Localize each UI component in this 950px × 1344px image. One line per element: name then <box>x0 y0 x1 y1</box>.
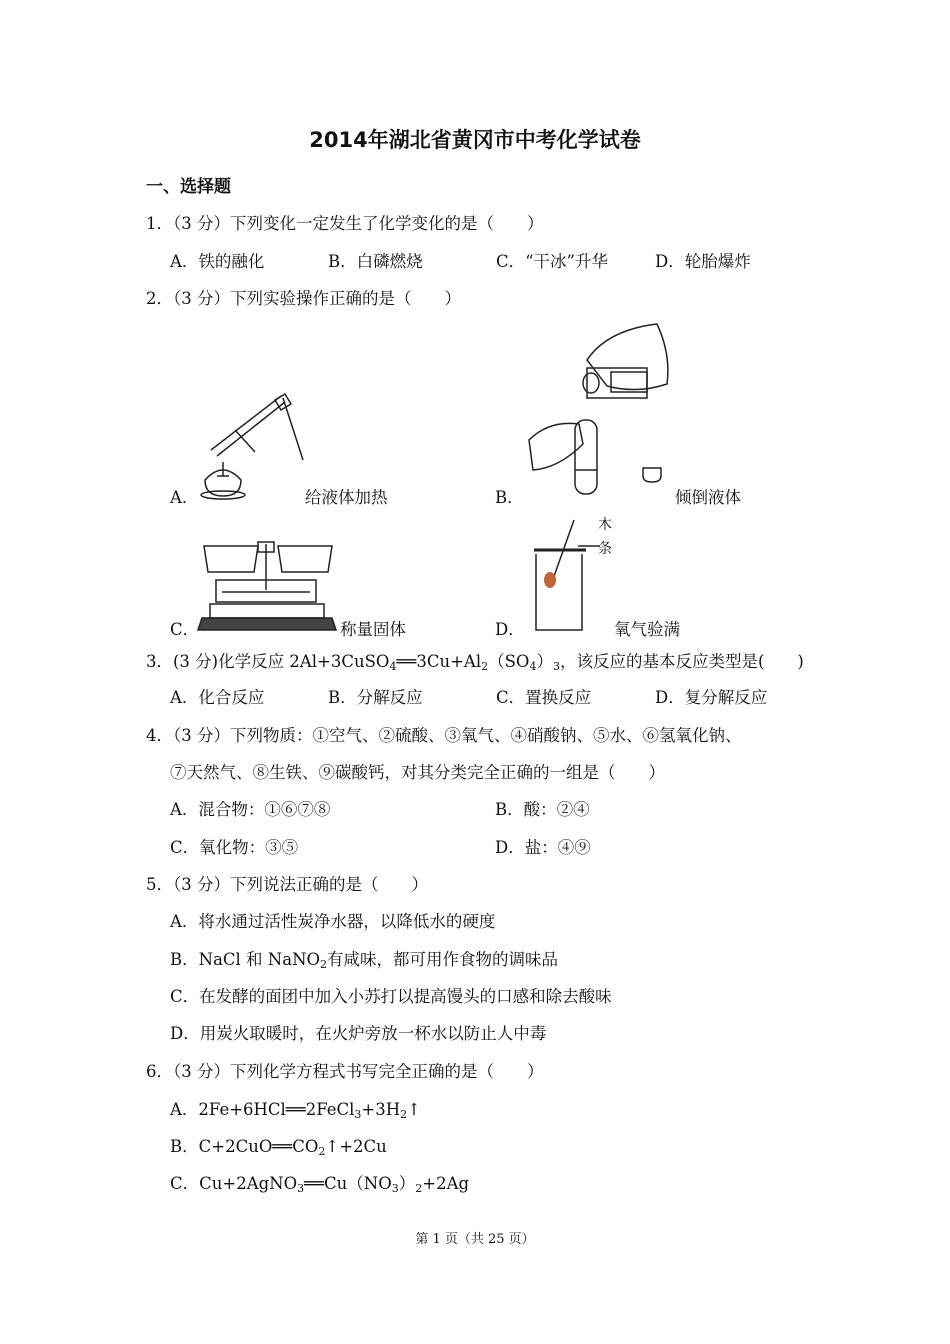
question-2-option-b-letter: B． <box>495 488 524 507</box>
question-6-stem: 6．（3 分）下列化学方程式书写完全正确的是（ ） <box>146 1062 544 1081</box>
question-3-option-d: D．复分解反应 <box>655 688 768 707</box>
question-3-option-c: C．置换反应 <box>496 688 592 707</box>
question-5-option-a: A．将水通过活性炭净水器，以降低水的硬度 <box>170 912 496 931</box>
question-5-option-d: D．用炭火取暖时，在火炉旁放一杯水以防止人中毒 <box>170 1024 547 1043</box>
weighing-solid-figure <box>196 540 338 632</box>
question-2-option-d-caption: 氧气验满 <box>614 620 680 639</box>
question-1-option-a: A．铁的融化 <box>170 252 265 271</box>
question-2-option-b-caption: 倾倒液体 <box>675 488 741 507</box>
question-1-option-c: C．“干冰”升华 <box>496 252 608 271</box>
question-3-option-b: B．分解反应 <box>328 688 423 707</box>
question-2-option-d-label-bottom: 条 <box>598 541 612 557</box>
question-3-stem: 3．(3 分)化学反应 $2Al+3CuSO_4══3Cu+Al_2(SO_4)_3$，该反应的基本反应类型是( ) <box>146 652 804 673</box>
question-4-option-b: B．酸：②④ <box>495 800 590 819</box>
question-2-option-c-caption: 称量固体 <box>340 620 406 639</box>
question-2-option-a-letter: A． <box>170 488 199 507</box>
question-1-option-d: D．轮胎爆炸 <box>655 252 751 271</box>
question-5-option-c: C．在发酵的面团中加入小苏打以提高馒头的口感和除去酸味 <box>170 987 612 1006</box>
page-footer: 第 1 页（共 25 页） <box>415 1232 535 1247</box>
question-4-option-a: A．混合物：①⑥⑦⑧ <box>170 800 331 819</box>
heating-liquid-figure <box>195 390 310 500</box>
question-1-option-b: B．白磷燃烧 <box>328 252 423 271</box>
question-6-option-b: B．$C+2CuO══CO_2↑+2Cu$ <box>170 1137 387 1158</box>
question-2-option-a-caption: 给液体加热 <box>305 488 388 507</box>
pouring-liquid-figure <box>527 320 677 500</box>
question-3-option-a: A．化合反应 <box>170 688 265 707</box>
question-2-option-c-letter: C． <box>170 620 200 639</box>
question-4-stem-line-1: 4．（3 分）下列物质：①空气、②硫酸、③氧气、④硝酸钠、⑤水、⑥氢氧化钠、 <box>146 726 742 745</box>
question-2-option-d-letter: D． <box>495 620 525 639</box>
section-heading: 一、选择题 <box>146 177 231 197</box>
question-5-stem: 5．（3 分）下列说法正确的是（ ） <box>146 875 428 894</box>
question-2-option-d-label-top: 木 <box>598 517 612 533</box>
question-5-option-b: B．NaCl 和 NaNO$_2$有咸味，都可用作食物的调味品 <box>170 950 559 971</box>
question-1-stem: 1．（3 分）下列变化一定发生了化学变化的是（ ） <box>146 214 544 233</box>
question-4-stem-line-2: ⑦天然气、⑧生铁、⑨碳酸钙，对其分类完全正确的一组是（ ） <box>170 763 665 782</box>
question-4-option-c: C．氧化物：③⑤ <box>170 838 299 857</box>
question-6-option-a: A．$2Fe+6HCl══2FeCl_3+3H_2↑$ <box>170 1100 421 1121</box>
oxygen-test-figure <box>530 518 610 636</box>
question-2-stem: 2．（3 分）下列实验操作正确的是（ ） <box>146 289 461 308</box>
page-title: 2014年湖北省黄冈市中考化学试卷 <box>309 128 641 152</box>
question-4-option-d: D．盐：④⑨ <box>495 838 591 857</box>
question-6-option-c: C．$Cu+2AgNO_3══Cu(NO_3)_2+2Ag$ <box>170 1174 470 1195</box>
